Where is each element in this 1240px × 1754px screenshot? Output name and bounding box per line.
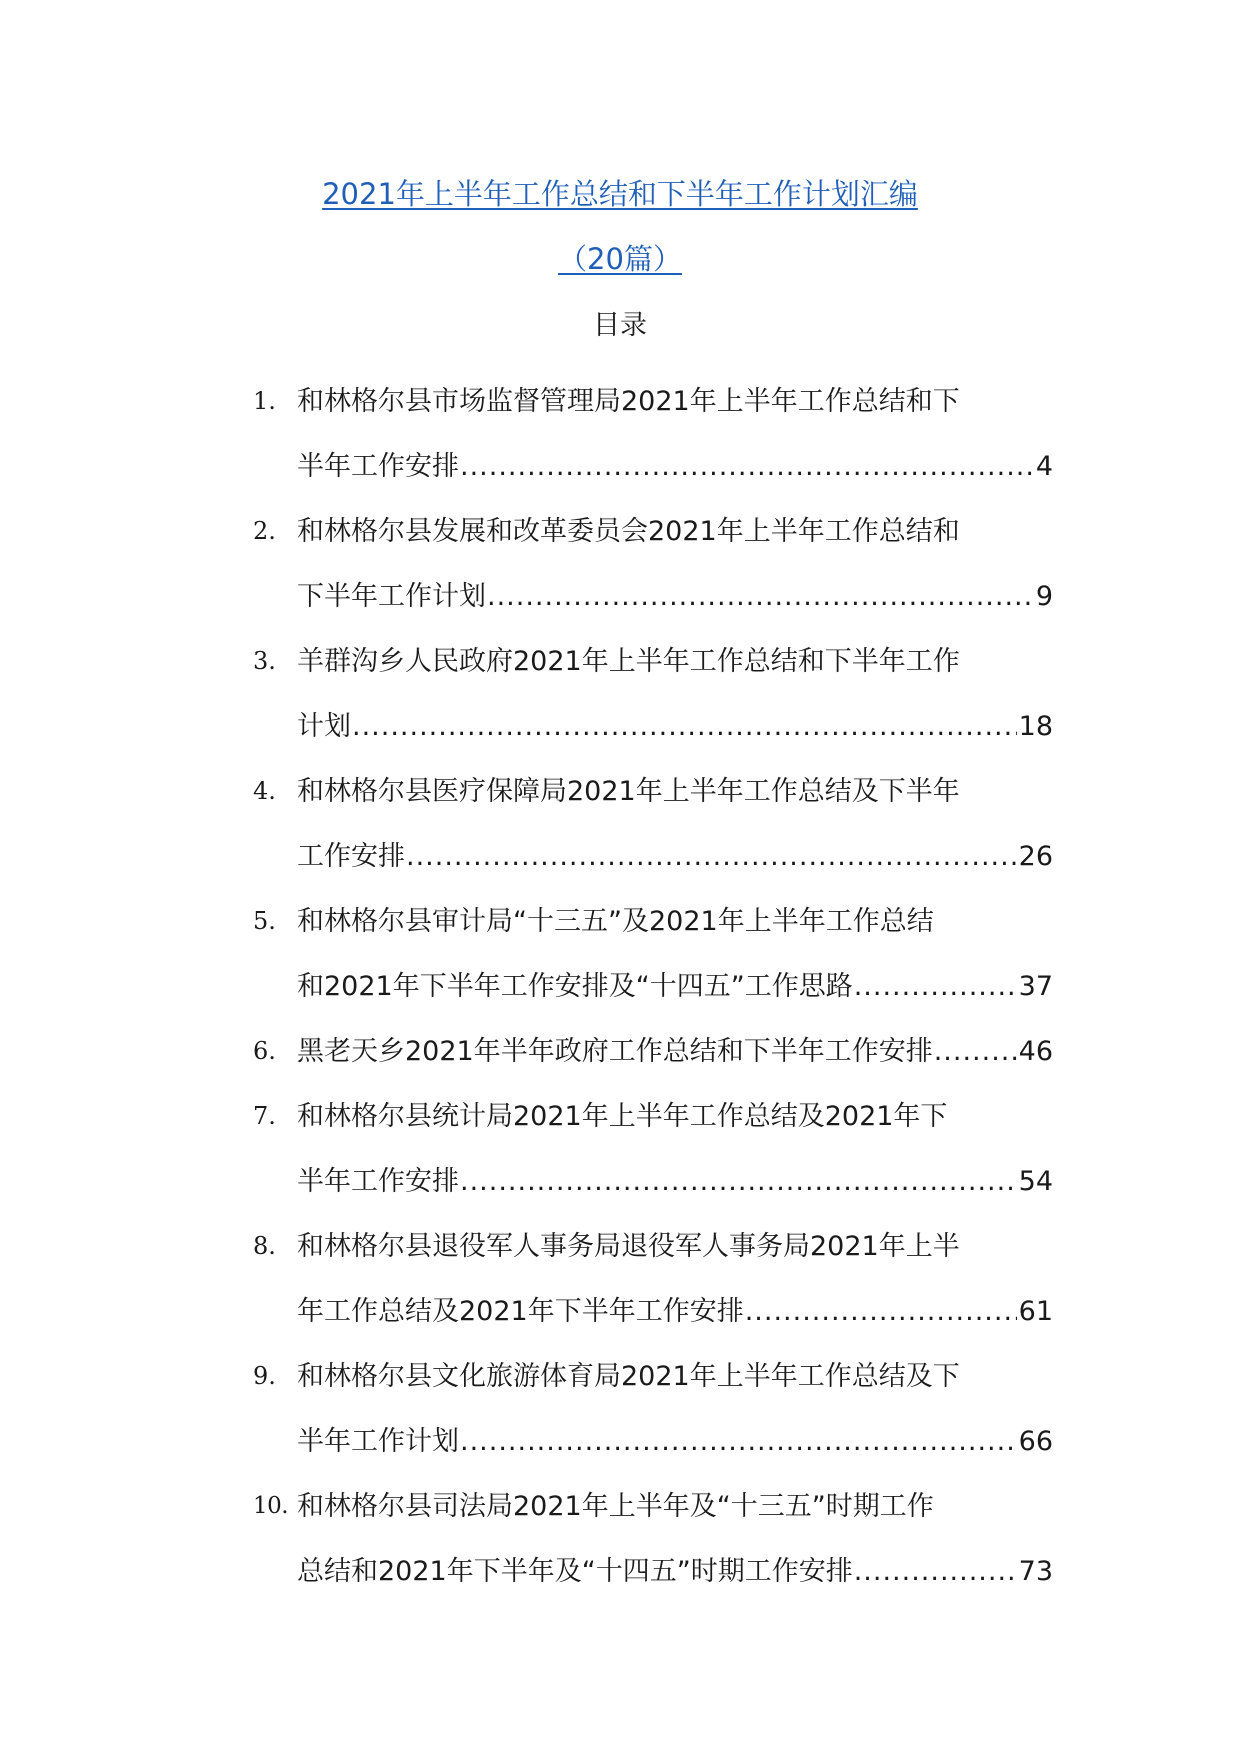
- document-title-link[interactable]: 2021年上半年工作总结和下半年工作计划汇编: [322, 177, 918, 211]
- toc-entry-line: [253, 499, 1053, 564]
- toc-entry-title: 和林格尔县审计局“十三五”及2021年上半年工作总结: [297, 906, 934, 937]
- toc-entry-line: [253, 694, 1053, 759]
- toc-heading: 目录: [593, 310, 647, 341]
- toc-entry-number: 10.: [253, 1493, 289, 1519]
- toc-entry-link[interactable]: [253, 369, 1053, 499]
- toc-entry-title: 和林格尔县文化旅游体育局2021年上半年工作总结及下: [297, 1361, 960, 1392]
- document-subtitle-link[interactable]: （20篇）: [558, 242, 682, 276]
- toc-entry-number: 4.: [253, 777, 276, 805]
- toc-entry-link[interactable]: [253, 1084, 1053, 1214]
- toc-entry-number: 5.: [253, 907, 276, 935]
- toc-item: [253, 1344, 1053, 1474]
- toc-item: [253, 629, 1053, 759]
- toc-entry-number: 9.: [253, 1362, 276, 1390]
- document-subtitle[interactable]: [0, 239, 1240, 279]
- toc-entry-link[interactable]: [253, 889, 1053, 1019]
- toc-entry-title: 和林格尔县发展和改革委员会2021年上半年工作总结和: [297, 516, 960, 547]
- toc-entry-line: [253, 629, 1053, 694]
- toc-page-number: 18: [1018, 711, 1053, 742]
- toc-entry-number: 3.: [253, 647, 276, 675]
- toc-entry-leader-row: [297, 954, 1053, 1019]
- toc-entry-link[interactable]: [253, 1474, 1053, 1604]
- toc-entry-title: 和林格尔县退役军人事务局退役军人事务局2021年上半: [297, 1231, 960, 1262]
- dot-leader: [460, 1149, 1017, 1214]
- toc-entry-line: [253, 1019, 1053, 1084]
- toc-page-number: 4: [1035, 451, 1053, 482]
- toc-item: [253, 1019, 1053, 1084]
- toc-entry-line: [253, 1279, 1053, 1344]
- toc-page-number: 9: [1035, 581, 1053, 612]
- toc-entry-title-continued: 计划: [297, 711, 351, 742]
- toc-page-number: 66: [1018, 1426, 1053, 1457]
- toc-entry-leader-row: [297, 1539, 1053, 1604]
- toc-entry-line: [253, 759, 1053, 824]
- toc-entry-line: [253, 434, 1053, 499]
- dot-leader: [406, 824, 1017, 889]
- toc-entry-title: 黑老天乡2021年半年政府工作总结和下半年工作安排: [297, 1036, 933, 1067]
- toc-entry-leader-row: [297, 434, 1053, 499]
- toc-entry-leader-row: [297, 1019, 1053, 1084]
- toc-entry-title-continued: 和2021年下半年工作安排及“十四五”工作思路: [297, 971, 853, 1002]
- toc-entry-number: 2.: [253, 517, 276, 545]
- toc-entry-line: [253, 1539, 1053, 1604]
- toc-entry-title: 和林格尔县市场监督管理局2021年上半年工作总结和下: [297, 386, 960, 417]
- dot-leader: [352, 694, 1017, 759]
- toc-entry-number: 7.: [253, 1102, 276, 1130]
- toc-entry-line: [253, 889, 1053, 954]
- toc-entry-number: 1.: [253, 387, 276, 415]
- toc-item: [253, 499, 1053, 629]
- toc-entry-title-continued: 总结和2021年下半年及“十四五”时期工作安排: [297, 1556, 853, 1587]
- toc-entry-leader-row: [297, 564, 1053, 629]
- toc-item: [253, 759, 1053, 889]
- toc-entry-title: 和林格尔县医疗保障局2021年上半年工作总结及下半年: [297, 776, 960, 807]
- toc-entry-title: 和林格尔县统计局2021年上半年工作总结及2021年下: [297, 1101, 948, 1132]
- toc-entry-title: 和林格尔县司法局2021年上半年及“十三五”时期工作: [297, 1491, 934, 1522]
- toc-entry-number: 8.: [253, 1232, 276, 1260]
- toc-entry-line: [253, 1149, 1053, 1214]
- dot-leader: [854, 954, 1017, 1019]
- toc-page-number: 54: [1018, 1166, 1053, 1197]
- toc-entry-line: [253, 564, 1053, 629]
- toc-entry-leader-row: [297, 1279, 1053, 1344]
- toc-entry-link[interactable]: [253, 629, 1053, 759]
- toc-entry-line: [253, 824, 1053, 889]
- toc-entry-line: [253, 1084, 1053, 1149]
- dot-leader: [745, 1279, 1017, 1344]
- toc-entry-leader-row: [297, 1409, 1053, 1474]
- toc-item: [253, 1214, 1053, 1344]
- toc-entry-line: [253, 1214, 1053, 1279]
- dot-leader: [460, 434, 1034, 499]
- toc-entry-line: [253, 954, 1053, 1019]
- toc-page-number: 73: [1018, 1556, 1053, 1587]
- toc-entry-leader-row: [297, 1149, 1053, 1214]
- toc-entry-leader-row: [297, 694, 1053, 759]
- dot-leader: [487, 564, 1034, 629]
- toc-page-number: 26: [1018, 841, 1053, 872]
- toc-entry-title-continued: 年工作总结及2021年下半年工作安排: [297, 1296, 744, 1327]
- toc-page-number: 46: [1018, 1036, 1053, 1067]
- table-of-contents: [253, 369, 1053, 1604]
- toc-entry-number: 6.: [253, 1037, 276, 1065]
- document-title[interactable]: [0, 174, 1240, 214]
- toc-entry-link[interactable]: [253, 1214, 1053, 1344]
- toc-entry-title-continued: 下半年工作计划: [297, 581, 486, 612]
- toc-page-number: 61: [1018, 1296, 1053, 1327]
- toc-entry-title-continued: 半年工作安排: [297, 1166, 459, 1197]
- toc-entry-title-continued: 工作安排: [297, 841, 405, 872]
- toc-item: [253, 369, 1053, 499]
- toc-entry-link[interactable]: [253, 1019, 1053, 1084]
- dot-leader: [854, 1539, 1017, 1604]
- toc-item: [253, 1084, 1053, 1214]
- toc-item: [253, 889, 1053, 1019]
- toc-item: [253, 1474, 1053, 1604]
- toc-entry-link[interactable]: [253, 759, 1053, 889]
- toc-entry-title-continued: 半年工作计划: [297, 1426, 459, 1457]
- toc-entry-line: [253, 1409, 1053, 1474]
- dot-leader: [460, 1409, 1017, 1474]
- toc-page-number: 37: [1018, 971, 1053, 1002]
- toc-entry-line: [253, 369, 1053, 434]
- toc-entry-link[interactable]: [253, 499, 1053, 629]
- toc-entry-link[interactable]: [253, 1344, 1053, 1474]
- toc-entry-title: 羊群沟乡人民政府2021年上半年工作总结和下半年工作: [297, 646, 960, 677]
- toc-entry-line: [253, 1474, 1053, 1539]
- toc-entry-title-continued: 半年工作安排: [297, 451, 459, 482]
- toc-entry-leader-row: [297, 824, 1053, 889]
- toc-entry-line: [253, 1344, 1053, 1409]
- dot-leader: [934, 1019, 1017, 1084]
